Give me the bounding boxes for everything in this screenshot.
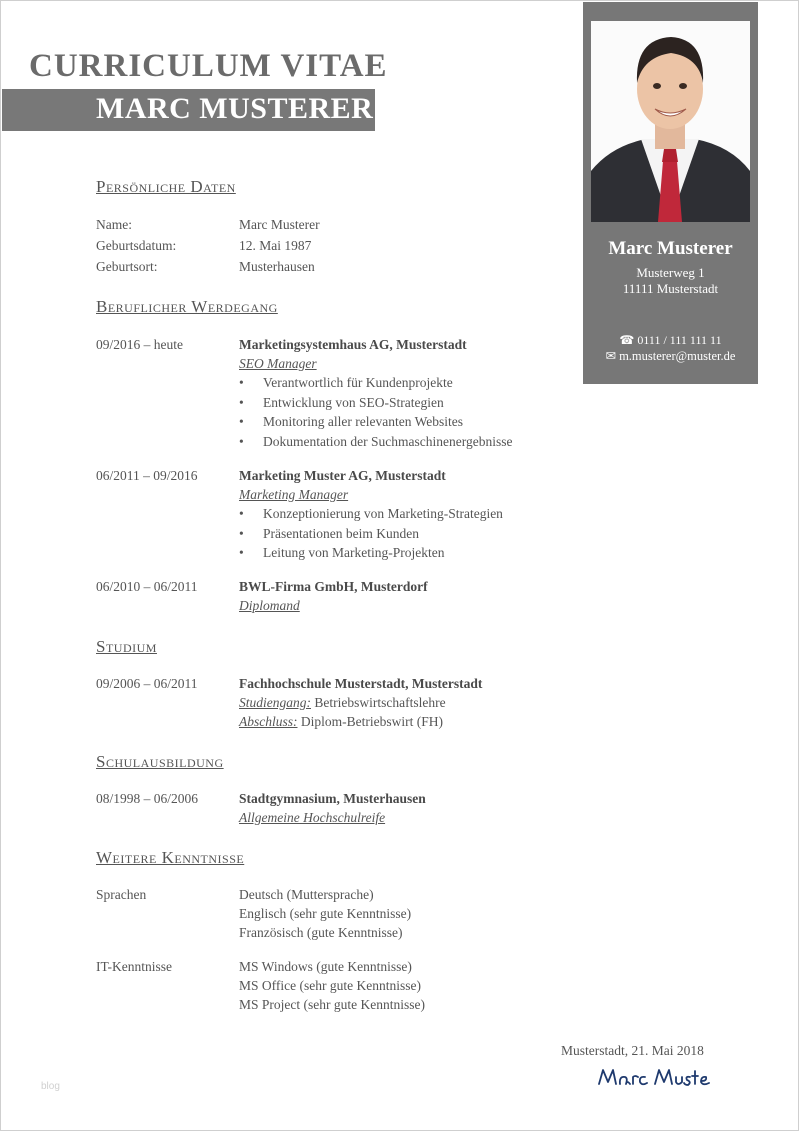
personal-label: Name: [96, 217, 132, 232]
sidebar-email [583, 348, 758, 364]
school-name: Stadtgymnasium, Musterhausen [239, 791, 426, 806]
skills-language: Französisch (gute Kenntnisse) [239, 925, 403, 940]
sidebar-name: Marc Musterer [608, 238, 733, 259]
school-period: 08/1998 – 06/2006 [96, 791, 199, 806]
skills-it-label: IT-Kenntnisse [96, 959, 172, 974]
skills-it: MS Windows (gute Kenntnisse) [239, 959, 412, 974]
job-period: 06/2011 – 09/2016 [96, 468, 198, 483]
job-bullet: • Entwicklung von SEO-Strategien [239, 395, 444, 410]
study-school: Fachhochschule Musterstadt, Musterstadt [239, 676, 483, 691]
signature [597, 1064, 712, 1097]
phone-icon: ☎ [619, 333, 635, 347]
envelope-icon: ✉ [605, 349, 617, 363]
place-date: Musterstadt, 21. Mai 2018 [561, 1043, 704, 1058]
skills-it: MS Project (sehr gute Kenntnisse) [239, 997, 425, 1012]
sidebar-phone [583, 333, 758, 348]
study-period: 09/2006 – 06/2011 [96, 676, 198, 691]
skills-languages-label: Sprachen [96, 887, 147, 902]
section-study-heading: Studium [96, 637, 157, 656]
job-bullet: • Leitung von Marketing-Projekten [239, 545, 445, 560]
job-company: Marketing Muster AG, Musterstadt [239, 468, 446, 483]
section-career-heading: Beruflicher Werdegang [96, 297, 278, 316]
study-degree: Abschluss: Diplom-Betriebswirt (FH) [239, 714, 443, 729]
job-period: 06/2010 – 06/2011 [96, 579, 198, 594]
personal-value: 12. Mai 1987 [239, 238, 312, 253]
personal-value: Marc Musterer [239, 217, 320, 232]
name-banner [2, 89, 375, 131]
job-company: Marketingsystemhaus AG, Musterstadt [239, 337, 467, 352]
skills-language: Deutsch (Muttersprache) [239, 887, 374, 902]
profile-photo [591, 21, 750, 222]
section-school-heading: Schulausbildung [96, 752, 224, 771]
sidebar-street: Musterweg 1 [636, 265, 705, 280]
section-personal-heading: Persönliche Daten [96, 177, 236, 196]
job-role: Marketing Manager [239, 487, 349, 502]
school-degree: Allgemeine Hochschulreife [239, 810, 386, 825]
phone-number: 0111 / 111 111 11 [637, 333, 722, 347]
job-role: SEO Manager [239, 356, 317, 371]
job-bullet: • Konzeptionierung von Marketing-Strategien [239, 506, 503, 521]
personal-value: Musterhausen [239, 259, 315, 274]
study-subject: Studiengang: Betriebswirtschaftslehre [239, 695, 446, 710]
job-bullet: • Präsentationen beim Kunden [239, 526, 419, 541]
skills-it: MS Office (sehr gute Kenntnisse) [239, 978, 421, 993]
email-address: m.musterer@muster.de [619, 349, 736, 363]
cv-title: CURRICULUM VITAE [29, 48, 388, 84]
skills-language: Englisch (sehr gute Kenntnisse) [239, 906, 412, 921]
banner-name: MARC MUSTERER [96, 92, 374, 125]
section-skills-heading: Weitere Kenntnisse [96, 848, 245, 867]
sidebar-city: 11111 Musterstadt [622, 281, 719, 296]
job-bullet: • Dokumentation der Suchmaschinenergebnisse [239, 434, 513, 449]
job-bullet: • Monitoring aller relevanten Websites [239, 414, 463, 429]
contact-sidebar [583, 2, 758, 384]
watermark: blog [41, 1081, 60, 1092]
job-period: 09/2016 – heute [96, 337, 183, 352]
personal-label: Geburtsdatum: [96, 238, 177, 253]
job-bullet: • Verantwortlich für Kundenprojekte [239, 375, 453, 390]
job-role: Diplomand [239, 598, 300, 613]
personal-label: Geburtsort: [96, 259, 158, 274]
job-company: BWL-Firma GmbH, Musterdorf [239, 579, 428, 594]
